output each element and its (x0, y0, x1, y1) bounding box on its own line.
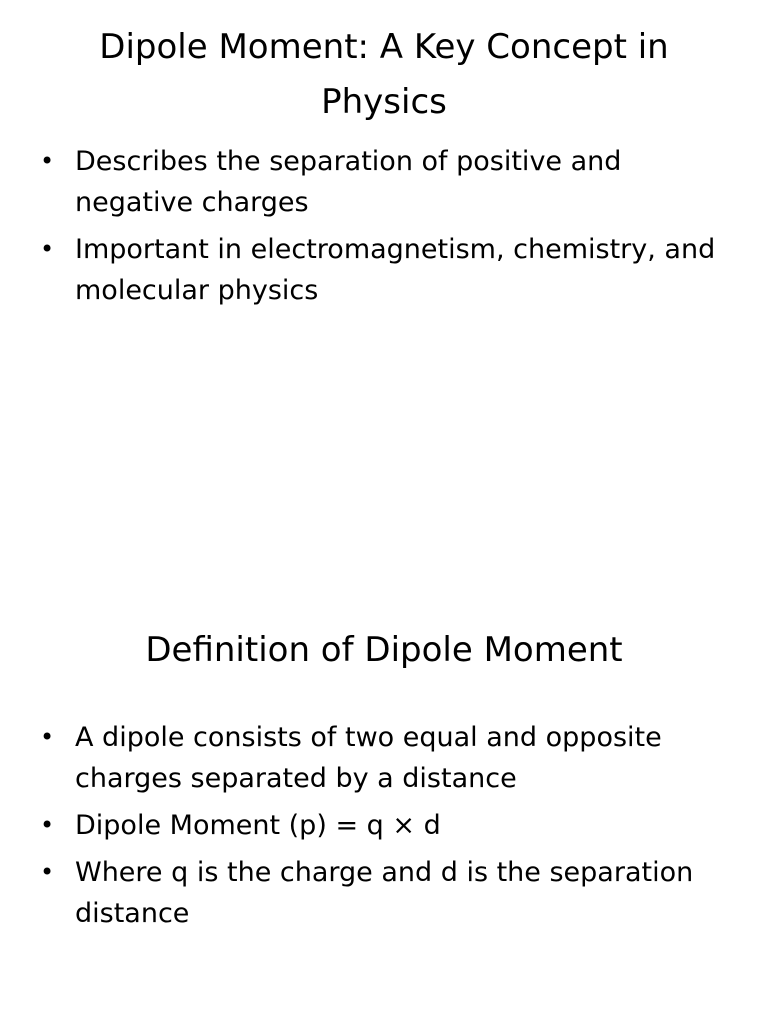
bullet-item (40, 852, 725, 934)
bullet-text: Describes the separation of positive and negative charges (75, 146, 622, 218)
bullet-icon: • (40, 858, 55, 886)
bullet-item (40, 805, 725, 846)
bullet-text: Important in electromagnetism, chemistry, and molecular physics (75, 234, 716, 306)
slide-title: Dipole Moment: A Key Concept in Physics (99, 27, 669, 122)
bullet-item (40, 717, 725, 799)
bullet-item (40, 229, 725, 311)
bullet-icon: • (40, 147, 55, 175)
bullet-list (40, 141, 728, 317)
bullet-text: A dipole consists of two equal and opposite charges separated by a distance (75, 722, 662, 794)
slide-2 (0, 512, 768, 1024)
bullet-item (40, 141, 725, 223)
bullet-text: Where q is the charge and d is the separation distance (75, 857, 694, 929)
bullet-icon: • (40, 811, 55, 839)
bullet-text: Dipole Moment (p) = q × d (75, 810, 441, 841)
bullet-list (40, 717, 728, 940)
bullet-icon: • (40, 723, 55, 751)
bullet-icon: • (40, 235, 55, 263)
slide-title: Definition of Dipole Moment (145, 630, 623, 670)
